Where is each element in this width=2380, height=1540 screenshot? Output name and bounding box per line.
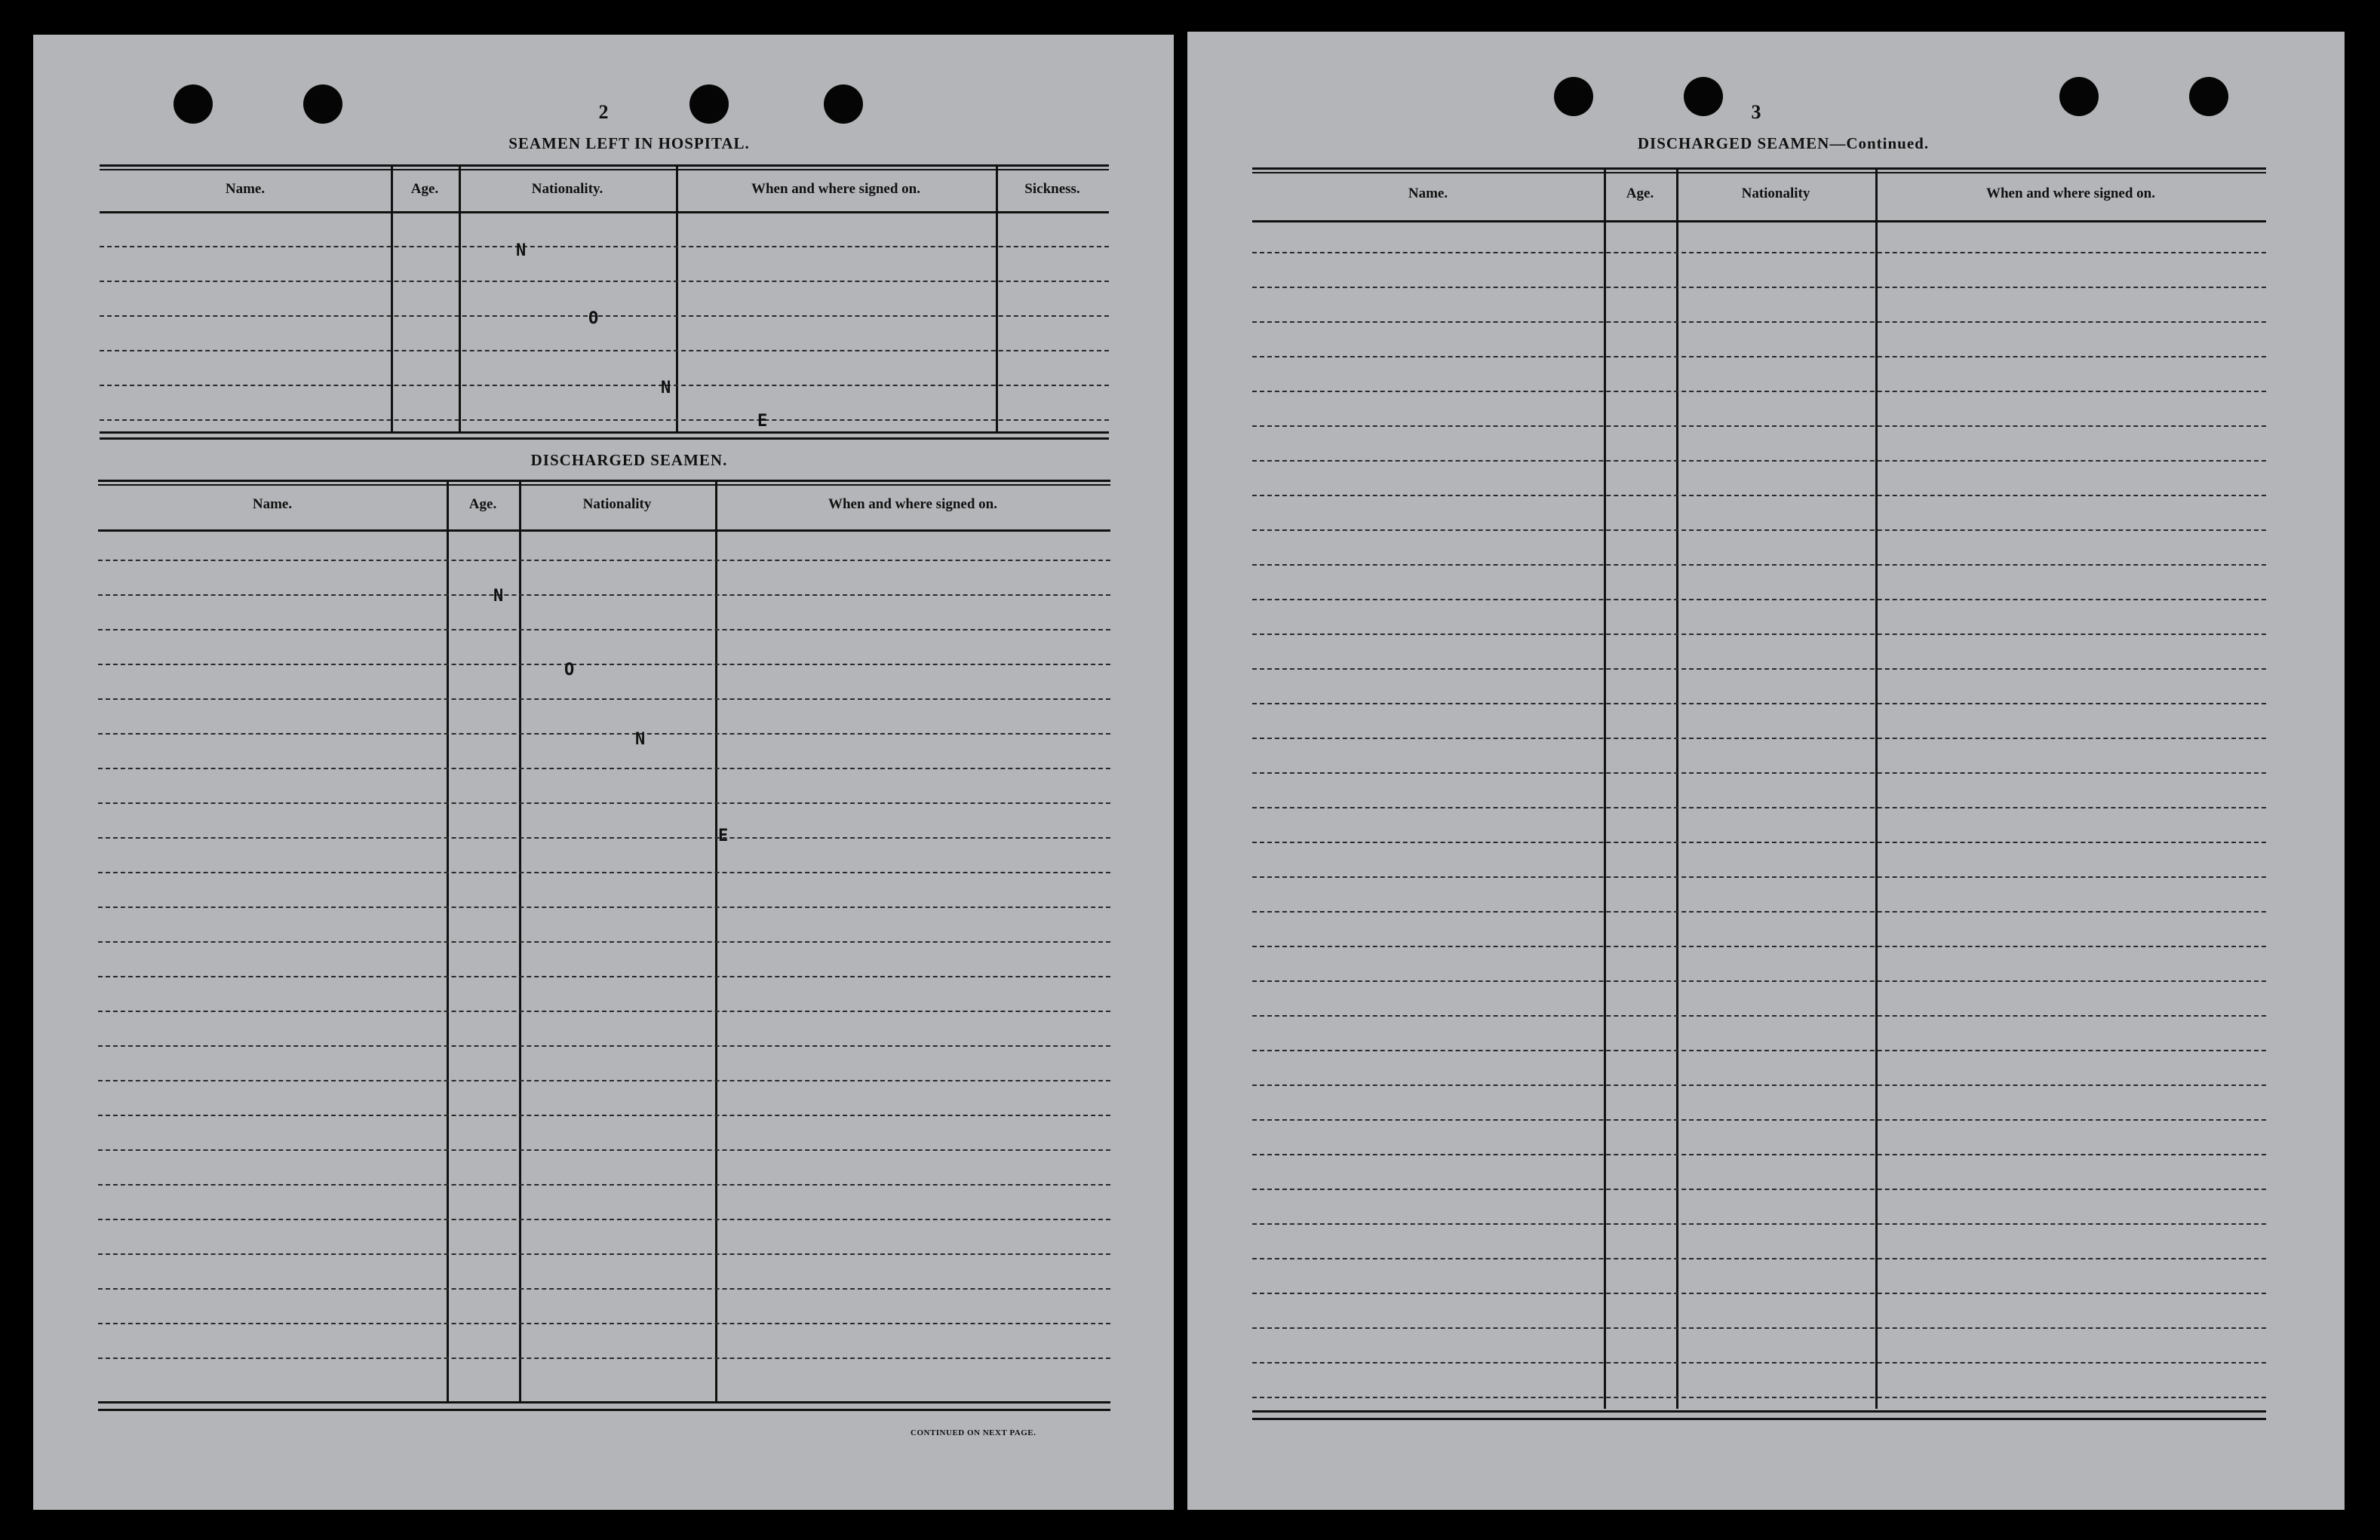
col-name: Name. (225, 181, 266, 197)
right-page (1187, 32, 2345, 1510)
punch-hole (174, 84, 213, 124)
col-sickness: Sickness. (1024, 181, 1080, 197)
col-nationality: Nationality (1741, 186, 1810, 201)
stamp-mark: N (661, 379, 671, 397)
discharged-table (98, 480, 1110, 1415)
col-when-where: When and where signed on. (828, 496, 997, 512)
punch-hole (2189, 77, 2228, 116)
continued-note: CONTINUED ON NEXT PAGE. (911, 1428, 1036, 1437)
col-nationality: Nationality (582, 496, 652, 512)
col-age: Age. (1626, 186, 1654, 201)
page-number: 3 (1751, 101, 1761, 123)
col-age: Age. (410, 181, 439, 197)
hospital-table (100, 164, 1109, 440)
discharged-continued-table (1252, 167, 2266, 1422)
punch-hole (689, 84, 729, 124)
punch-hole (1684, 77, 1723, 116)
punch-hole (2059, 77, 2099, 116)
col-name: Name. (1408, 186, 1448, 201)
punch-hole (303, 84, 342, 124)
stamp-mark: N (635, 730, 646, 749)
col-name: Name. (252, 496, 293, 512)
col-when-where: When and where signed on. (1985, 186, 2155, 201)
col-nationality: Nationality. (531, 181, 603, 197)
stamp-mark: O (588, 309, 599, 328)
hospital-section-title: SEAMEN LEFT IN HOSPITAL. (508, 134, 750, 152)
left-page (33, 35, 1174, 1510)
punch-hole (1554, 77, 1593, 116)
discharged-section-title: DISCHARGED SEAMEN. (530, 451, 728, 469)
stamp-mark: E (757, 412, 768, 431)
col-age: Age. (468, 496, 497, 512)
col-when-where: When and where signed on. (751, 181, 920, 197)
stamp-mark: E (718, 827, 729, 845)
stamp-mark: N (516, 241, 527, 260)
page-number: 2 (598, 101, 609, 123)
stamp-mark: N (493, 587, 504, 606)
discharged-continued-title: DISCHARGED SEAMEN—Continued. (1637, 134, 1930, 152)
stamp-mark: O (564, 661, 575, 680)
punch-hole (824, 84, 863, 124)
